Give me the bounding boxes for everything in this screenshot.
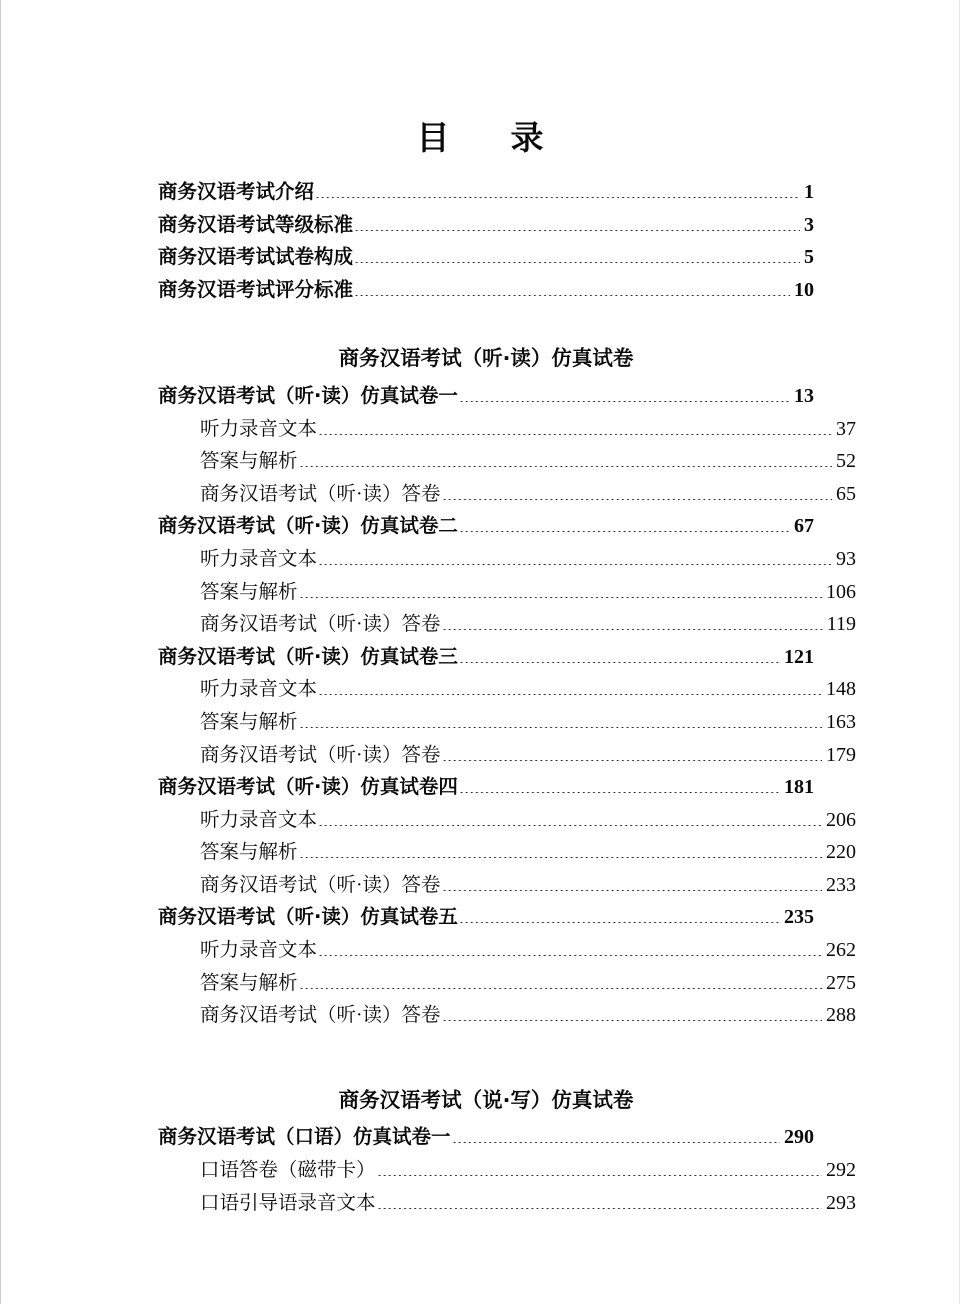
toc-dot-leader: [300, 988, 822, 989]
toc-entry-label: 商务汉语考试试卷构成: [158, 245, 354, 269]
toc-dot-leader: [378, 1208, 822, 1209]
toc-entry[interactable]: [200, 445, 856, 478]
toc-entry-label: 商务汉语考试（听·读）答卷: [200, 614, 441, 636]
toc-dot-leader: [443, 629, 823, 630]
toc-dot-leader: [460, 401, 790, 402]
toc-entry-label: 商务汉语考试（口语）仿真试卷一: [158, 1125, 451, 1149]
toc-entry-label: 商务汉语考试（听·读）仿真试卷二: [158, 514, 458, 538]
toc-entry-label: 听力录音文本: [200, 940, 318, 962]
toc-page-number: 5: [804, 246, 814, 269]
toc-dot-leader: [378, 1175, 822, 1176]
toc-page-number: 206: [826, 808, 856, 831]
toc-page-number: 106: [826, 580, 856, 603]
toc-dot-leader: [460, 662, 780, 663]
toc-entry[interactable]: [200, 706, 856, 739]
toc-dot-leader: [460, 531, 790, 532]
toc-entry[interactable]: [200, 804, 856, 837]
toc-page-number: 93: [836, 547, 856, 570]
toc-entry-label: 商务汉语考试等级标准: [158, 212, 354, 236]
toc-entry-label: 听力录音文本: [200, 679, 318, 701]
toc-page-number: 67: [794, 515, 814, 538]
toc-entry[interactable]: [200, 1154, 856, 1187]
toc-entry[interactable]: [200, 739, 856, 772]
section-spacer: [158, 306, 814, 342]
toc-dot-leader: [300, 857, 822, 858]
toc-entry-label: 口语答卷（磁带卡）: [200, 1160, 376, 1182]
page-title: 目 录: [416, 118, 558, 157]
toc-entry[interactable]: [200, 673, 856, 706]
toc-entry-label: 答案与解析: [200, 711, 298, 733]
toc-page-number: 13: [794, 384, 814, 407]
toc-page-number: 220: [826, 841, 856, 864]
toc-page-number: 65: [836, 482, 856, 505]
toc-dot-leader: [319, 564, 832, 565]
toc-entry[interactable]: [200, 836, 856, 869]
toc-entry-label: 听力录音文本: [200, 548, 318, 570]
toc-entry[interactable]: [158, 510, 814, 543]
toc-dot-leader: [443, 499, 833, 500]
toc-entry[interactable]: [158, 641, 814, 674]
toc-page-number: 37: [836, 417, 856, 440]
toc-page-number: 119: [826, 613, 856, 636]
part-heading: 商务汉语考试（说·写）仿真试卷: [338, 1087, 634, 1112]
toc-entry[interactable]: [158, 176, 814, 209]
toc-entry[interactable]: [158, 209, 814, 242]
toc-page-number: 233: [826, 873, 856, 896]
toc-page-number: 1: [804, 181, 814, 203]
toc-page-number: 10: [794, 278, 814, 301]
toc-entry[interactable]: [200, 869, 856, 902]
toc-entry-label: 答案与解析: [200, 451, 298, 473]
toc-page-number: 181: [784, 776, 814, 799]
toc-dot-leader: [460, 792, 780, 793]
toc-entry[interactable]: [200, 608, 856, 641]
toc-entry[interactable]: [200, 999, 856, 1032]
toc-dot-leader: [355, 262, 800, 263]
toc-entry-label: 商务汉语考试介绍: [158, 180, 315, 203]
toc-dot-leader: [300, 466, 832, 467]
toc-dot-leader: [355, 295, 790, 296]
toc-entry[interactable]: [200, 543, 856, 576]
toc-content: [158, 176, 856, 1219]
toc-page-number: 121: [784, 645, 814, 668]
toc-dot-leader: [460, 922, 780, 923]
toc-entry-label: 商务汉语考试（听·读）仿真试卷三: [158, 644, 458, 668]
toc-entry-label: 听力录音文本: [200, 418, 318, 440]
toc-entry-label: 商务汉语考试（听·读）仿真试卷一: [158, 383, 458, 407]
toc-page-number: 163: [826, 710, 856, 733]
toc-dot-leader: [300, 727, 822, 728]
toc-entry-label: 商务汉语考试（听·读）答卷: [200, 874, 441, 896]
section-spacer: [158, 1032, 814, 1084]
toc-entry[interactable]: [200, 576, 856, 609]
toc-entry[interactable]: [200, 1187, 856, 1220]
toc-page-number: 288: [826, 1004, 856, 1027]
toc-entry[interactable]: [200, 967, 856, 1000]
toc-dot-leader: [443, 890, 823, 891]
toc-entry[interactable]: [158, 274, 814, 307]
toc-page-number: 290: [784, 1126, 814, 1149]
toc-page-number: 292: [826, 1159, 856, 1182]
toc-page-number: 275: [826, 971, 856, 994]
toc-dot-leader: [319, 955, 822, 956]
toc-dot-leader: [316, 197, 800, 198]
toc-page-number: 293: [826, 1191, 856, 1214]
toc-entry[interactable]: [158, 771, 814, 804]
toc-entry-label: 商务汉语考试（听·读）答卷: [200, 1005, 441, 1027]
toc-entry-label: 答案与解析: [200, 972, 298, 994]
toc-entry[interactable]: [200, 934, 856, 967]
toc-dot-leader: [319, 434, 832, 435]
toc-dot-leader: [443, 760, 823, 761]
toc-page-number: 235: [784, 906, 814, 929]
toc-entry[interactable]: [158, 380, 814, 413]
toc-entry-label: 听力录音文本: [200, 809, 318, 831]
toc-dot-leader: [319, 694, 822, 695]
toc-dot-leader: [319, 825, 822, 826]
toc-dot-leader: [443, 1020, 823, 1021]
toc-entry-label: 商务汉语考试（听·读）仿真试卷四: [158, 775, 458, 799]
toc-dot-leader: [453, 1142, 780, 1143]
toc-page-number: 179: [826, 743, 856, 766]
toc-page-number: 262: [826, 939, 856, 962]
toc-entry-label: 答案与解析: [200, 842, 298, 864]
toc-entry[interactable]: [158, 1121, 814, 1154]
toc-entry[interactable]: [200, 413, 856, 446]
toc-page-number: 52: [836, 450, 856, 473]
toc-entry[interactable]: [158, 241, 814, 274]
toc-entry-label: 商务汉语考试评分标准: [158, 277, 354, 301]
toc-page-number: 3: [804, 213, 814, 236]
toc-entry-label: 商务汉语考试（听·读）仿真试卷五: [158, 905, 458, 929]
toc-page-number: 148: [826, 678, 856, 701]
toc-dot-leader: [300, 597, 822, 598]
toc-dot-leader: [355, 230, 800, 231]
toc-entry[interactable]: [158, 901, 814, 934]
part-heading: 商务汉语考试（听·读）仿真试卷: [338, 346, 634, 371]
toc-entry[interactable]: [200, 478, 856, 511]
toc-entry-label: 商务汉语考试（听·读）答卷: [200, 744, 441, 766]
toc-entry-label: 商务汉语考试（听·读）答卷: [200, 483, 441, 505]
toc-entry-label: 答案与解析: [200, 581, 298, 603]
toc-entry-label: 口语引导语录音文本: [200, 1192, 376, 1214]
